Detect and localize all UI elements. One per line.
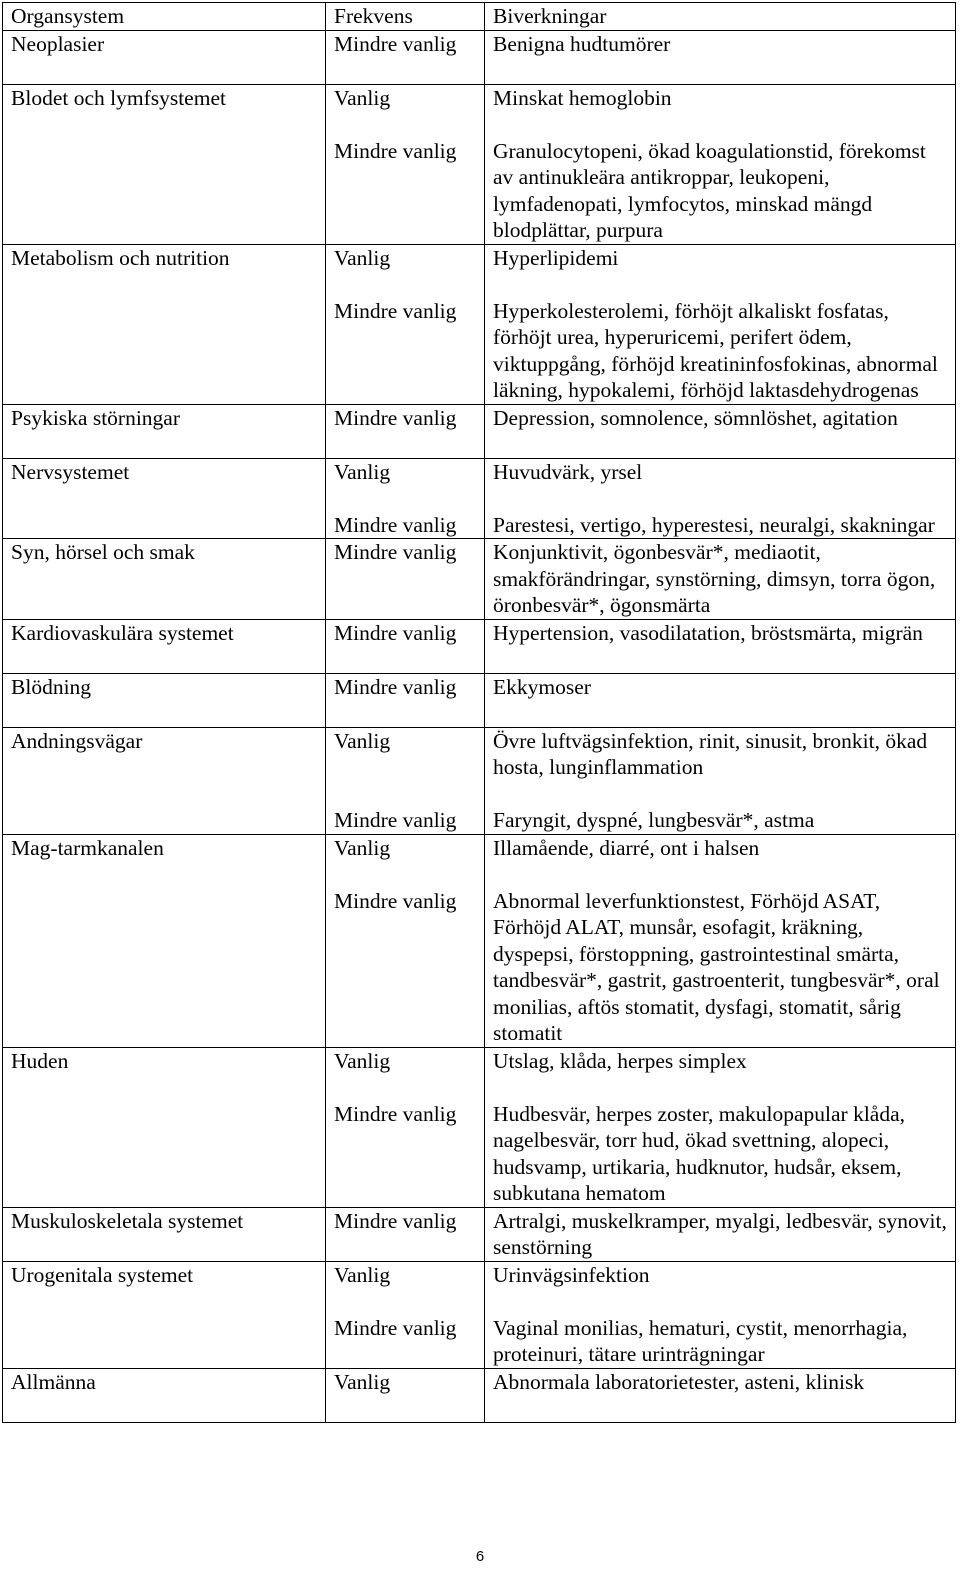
- adverse-effects-text: Granulocytopeni, ökad koagulationstid, förekomst av antinukleära antikroppar, leukopeni, lymfadenopati, lymfocytos, minskad mängd blodplättar, purpura: [493, 138, 926, 242]
- frequency-label: Vanlig: [334, 245, 391, 270]
- effects-cell: [485, 458, 956, 539]
- adverse-effects-text: Faryngit, dyspné, lungbesvär*, astma: [493, 808, 815, 832]
- frequency-label: Mindre vanlig: [334, 1208, 457, 1233]
- frequency-label: Vanlig: [334, 1369, 391, 1394]
- table-row: [3, 1047, 956, 1207]
- header-row: [3, 3, 956, 31]
- frequency-label: Vanlig: [334, 728, 391, 753]
- organ-system-cell: [3, 30, 326, 84]
- frequency-label: Mindre vanlig: [334, 1315, 457, 1340]
- organ-system-cell: [3, 1261, 326, 1368]
- frequency-label: Vanlig: [334, 1048, 391, 1073]
- header-biverkningar: Biverkningar: [485, 3, 956, 31]
- organ-system-name: Huden: [11, 1048, 69, 1073]
- effects-cell: [485, 244, 956, 404]
- organ-system-name: Blödning: [11, 674, 92, 699]
- frequency-cell: [326, 1261, 485, 1368]
- frequency-label: Mindre vanlig: [334, 298, 457, 323]
- adverse-effects-text: Depression, somnolence, sömnlöshet, agitation: [493, 405, 898, 430]
- frequency-cell: [326, 1047, 485, 1207]
- adverse-effects-text: Hypertension, vasodilatation, bröstsmärta, migrän: [493, 620, 923, 645]
- frequency-cell: [326, 619, 485, 673]
- organ-system-cell: [3, 619, 326, 673]
- frequency-cell: [326, 244, 485, 404]
- adverse-effects-text: Hyperkolesterolemi, förhöjt alkaliskt fosfatas, förhöjt urea, hyperuricemi, perifert ödem, viktuppgång, förhöjd kreatininfosfokinas, abnormal läkning, hypokalemi, förhöjd laktasdehydrogenas: [493, 298, 938, 402]
- organ-system-cell: [3, 1047, 326, 1207]
- header-frekvens: Frekvens: [326, 3, 485, 31]
- organ-system-name: Syn, hörsel och smak: [11, 540, 195, 564]
- frequency-label: Mindre vanlig: [334, 405, 457, 430]
- effects-cell: [485, 834, 956, 1047]
- organ-system-cell: [3, 84, 326, 244]
- adverse-effects-text: Övre luftvägsinfektion, rinit, sinusit, bronkit, ökad hosta, lunginflammation: [493, 728, 928, 779]
- adverse-effects-text: Utslag, klåda, herpes simplex: [493, 1048, 747, 1073]
- frequency-cell: [326, 673, 485, 727]
- adverse-effects-text: Parestesi, vertigo, hyperestesi, neuralgi, skakningar: [493, 512, 935, 537]
- table-row: [3, 834, 956, 1047]
- organ-system-cell: [3, 244, 326, 404]
- frequency-cell: [326, 84, 485, 244]
- table-row: [3, 30, 956, 84]
- frequency-label: Vanlig: [334, 459, 391, 484]
- page-number: 6: [475, 1548, 485, 1565]
- adverse-effects-text: Urinvägsinfektion: [493, 1262, 650, 1287]
- frequency-label: Mindre vanlig: [334, 1101, 457, 1126]
- frequency-label: Mindre vanlig: [334, 674, 457, 699]
- adverse-effects-text: Abnormala laboratorietester, asteni, klinisk: [493, 1369, 865, 1394]
- adverse-effects-text: Artralgi, muskelkramper, myalgi, ledbesvär, synovit, senstörning: [493, 1208, 947, 1259]
- organ-system-cell: [3, 539, 326, 620]
- organ-system-cell: [3, 673, 326, 727]
- organ-system-cell: [3, 404, 326, 458]
- effects-cell: [485, 673, 956, 727]
- organ-system-cell: [3, 458, 326, 539]
- organ-system-name: Metabolism och nutrition: [11, 245, 230, 270]
- effects-cell: [485, 1047, 956, 1207]
- effects-cell: [485, 1368, 956, 1422]
- organ-system-name: Muskuloskeletala systemet: [11, 1208, 244, 1233]
- table-row: [3, 1368, 956, 1422]
- adverse-effects-text: Hyperlipidemi: [493, 245, 619, 270]
- organ-system-name: Neoplasier: [11, 31, 105, 56]
- frequency-label: Vanlig: [334, 85, 391, 110]
- organ-system-cell: [3, 1368, 326, 1422]
- organ-system-name: Psykiska störningar: [11, 405, 181, 430]
- organ-system-name: Blodet och lymfsystemet: [11, 85, 226, 110]
- adverse-effects-text: Minskat hemoglobin: [493, 85, 672, 110]
- organ-system-name: Mag-tarmkanalen: [11, 835, 164, 860]
- effects-cell: [485, 539, 956, 620]
- table-row: [3, 84, 956, 244]
- frequency-label: Mindre vanlig: [334, 138, 457, 163]
- frequency-label: Mindre vanlig: [334, 808, 457, 832]
- adverse-effects-text: Abnormal leverfunktionstest, Förhöjd ASAT, Förhöjd ALAT, munsår, esofagit, kräkning, dyspepsi, förstoppning, gastrointestinal smärta, tandbesvär*, gastrit, gastroenterit, tungbesvär*, oral monilias, aftös stomatit, dysfagi, stomatit, sårig stomatit: [493, 888, 940, 1045]
- adverse-effects-text: Illamående, diarré, ont i halsen: [493, 835, 760, 860]
- effects-cell: [485, 727, 956, 834]
- adverse-effects-text: Vaginal monilias, hematuri, cystit, menorrhagia, proteinuri, tätare urinträgningar: [493, 1315, 908, 1366]
- table-row: [3, 404, 956, 458]
- organ-system-name: Kardiovaskulära systemet: [11, 620, 234, 645]
- organ-system-name: Nervsystemet: [11, 459, 130, 484]
- frequency-cell: [326, 834, 485, 1047]
- adverse-effects-table: [2, 2, 956, 1423]
- frequency-label: Mindre vanlig: [334, 31, 457, 56]
- table-row: [3, 244, 956, 404]
- adverse-effects-text: Konjunktivit, ögonbesvär*, mediaotit, smakförändringar, synstörning, dimsyn, torra ögon, öronbesvär*, ögonsmärta: [493, 540, 936, 617]
- organ-system-cell: [3, 834, 326, 1047]
- adverse-effects-text: Hudbesvär, herpes zoster, makulopapular klåda, nagelbesvär, torr hud, ökad svettning, alopeci, hudsvamp, urtikaria, hudknutor, hudsår, eksem, subkutana hematom: [493, 1101, 906, 1205]
- table-row: [3, 458, 956, 539]
- table-row: [3, 619, 956, 673]
- frequency-cell: [326, 539, 485, 620]
- frequency-label: Mindre vanlig: [334, 540, 457, 564]
- table-row: [3, 539, 956, 620]
- effects-cell: [485, 1261, 956, 1368]
- organ-system-name: Urogenitala systemet: [11, 1262, 194, 1287]
- organ-system-cell: [3, 1207, 326, 1261]
- table-row: [3, 727, 956, 834]
- frequency-label: Mindre vanlig: [334, 512, 457, 537]
- frequency-cell: [326, 1207, 485, 1261]
- frequency-label: Vanlig: [334, 1262, 391, 1287]
- effects-cell: [485, 1207, 956, 1261]
- effects-cell: [485, 30, 956, 84]
- effects-cell: [485, 619, 956, 673]
- adverse-effects-text: Benigna hudtumörer: [493, 31, 671, 56]
- frequency-label: Mindre vanlig: [334, 888, 457, 913]
- table-row: [3, 1207, 956, 1261]
- organ-system-name: Andningsvägar: [11, 728, 143, 753]
- frequency-cell: [326, 30, 485, 84]
- frequency-cell: [326, 1368, 485, 1422]
- header-organsystem: Organsystem: [3, 3, 326, 31]
- table-row: [3, 1261, 956, 1368]
- organ-system-cell: [3, 727, 326, 834]
- frequency-label: Vanlig: [334, 835, 391, 860]
- frequency-cell: [326, 727, 485, 834]
- effects-cell: [485, 404, 956, 458]
- organ-system-name: Allmänna: [11, 1369, 96, 1394]
- effects-cell: [485, 84, 956, 244]
- adverse-effects-text: Huvudvärk, yrsel: [493, 459, 643, 484]
- frequency-cell: [326, 404, 485, 458]
- frequency-label: Mindre vanlig: [334, 620, 457, 645]
- adverse-effects-text: Ekkymoser: [493, 674, 591, 699]
- frequency-cell: [326, 458, 485, 539]
- table-row: [3, 673, 956, 727]
